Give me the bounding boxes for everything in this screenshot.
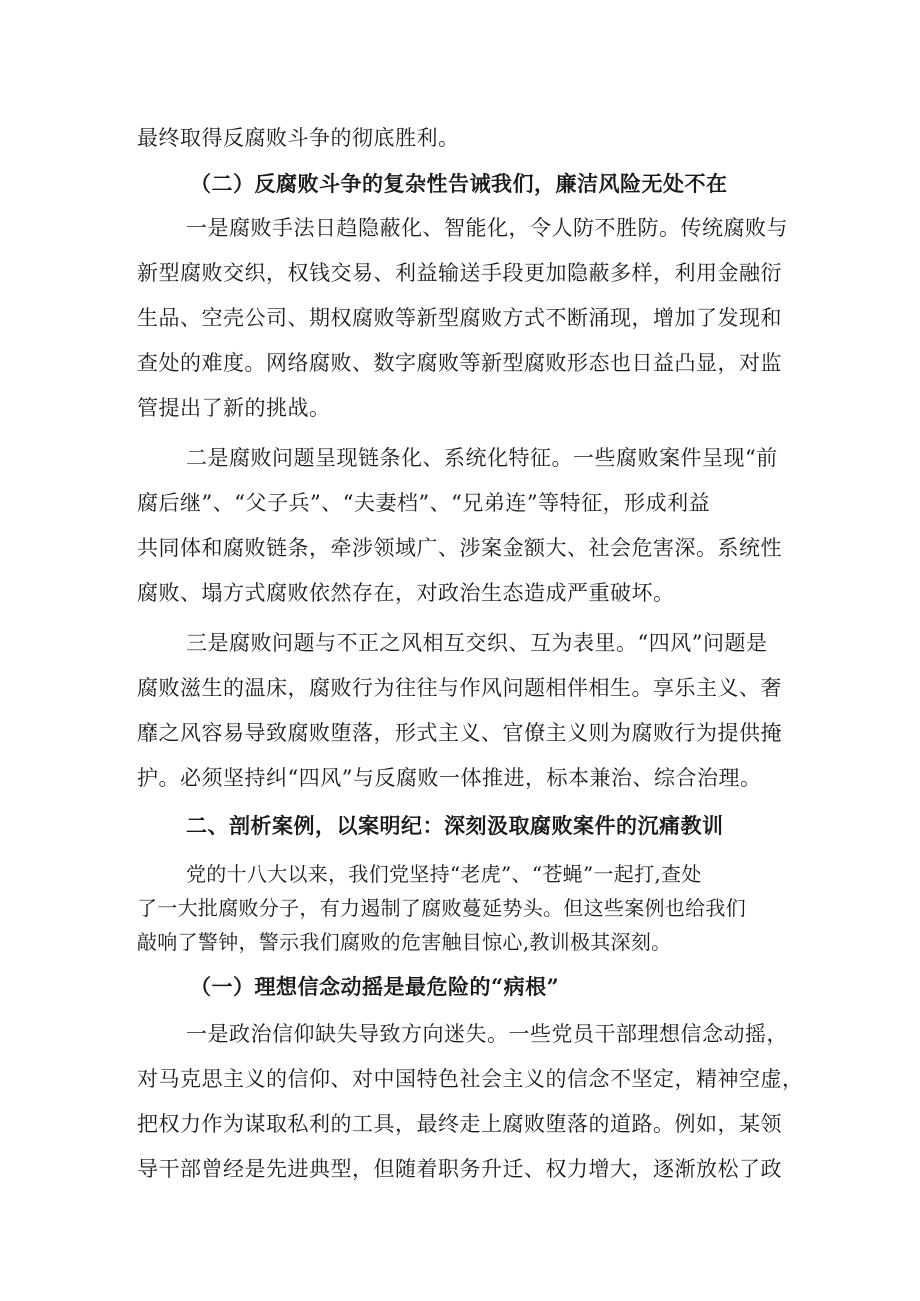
text-line: 生品、空壳公司、期权腐败等新型腐败方式不断涌现，增加了发现和 xyxy=(137,306,782,330)
text-line: 靡之风容易导致腐败堕落，形式主义、官僚主义则为腐败行为提供掩 xyxy=(137,721,782,745)
text-line: 查处的难度。网络腐败、数字腐败等新型腐败形态也日益凸显，对监 xyxy=(137,351,782,375)
text-line: 腐后继”、“父子兵”、“夫妻档”、“兄弟连”等特征，形成利益 xyxy=(137,491,711,515)
text-line: 新型腐败交织，权钱交易、利益输送手段更加隐蔽多样，利用金融衍 xyxy=(137,261,782,285)
text-line: 导干部曾经是先进典型，但随着职务升迁、权力增大，逐渐放松了政 xyxy=(137,1157,782,1181)
text-line: 一是腐败手法日趋隐蔽化、智能化，令人防不胜防。传统腐败与 xyxy=(186,216,788,240)
section-heading: 二、剖析案例，以案明纪：深刻汲取腐败案件的沉痛教训 xyxy=(186,813,724,838)
section-heading: （一）理想信念动摇是最危险的“病根” xyxy=(190,974,560,999)
text-line: 三是腐败问题与不正之风相互交织、互为表里。“四风”问题是 xyxy=(186,631,768,655)
text-line: 腐败、塌方式腐败依然存在，对政治生态造成严重破坏。 xyxy=(137,581,675,605)
text-line: 把权力作为谋取私利的工具，最终走上腐败堕落的道路。例如，某领 xyxy=(137,1112,782,1136)
text-line: 党的十八大以来，我们党坚持“老虎”、“苍蝇”一起打,查处 xyxy=(186,862,702,886)
text-line: 对马克思主义的信仰、对中国特色社会主义的信念不坚定，精神空虚， xyxy=(137,1067,804,1091)
text-line: 护。必须坚持纠“四风”与反腐败一体推进，标本兼治、综合治理。 xyxy=(137,766,762,790)
text-line: 腐败滋生的温床，腐败行为往往与作风问题相伴相生。享乐主义、奢 xyxy=(137,676,782,700)
text-line: 一是政治信仰缺失导致方向迷失。一些党员干部理想信念动摇， xyxy=(186,1022,788,1046)
text-line: 管提出了新的挑战。 xyxy=(137,396,331,420)
text-line: 二是腐败问题呈现链条化、系统化特征。一些腐败案件呈现“前 xyxy=(186,446,778,470)
text-line: 敲响了警钟，警示我们腐败的危害触目惊心,教训极其深刻。 xyxy=(137,930,672,954)
section-heading: （二）反腐败斗争的复杂性告诫我们，廉洁风险无处不在 xyxy=(190,171,728,196)
text-line: 了一大批腐败分子，有力遏制了腐败蔓延势头。但这些案例也给我们 xyxy=(137,896,746,920)
text-line: 共同体和腐败链条，牵涉领域广、涉案金额大、社会危害深。系统性 xyxy=(137,536,782,560)
text-line: 最终取得反腐败斗争的彻底胜利。 xyxy=(137,126,460,150)
